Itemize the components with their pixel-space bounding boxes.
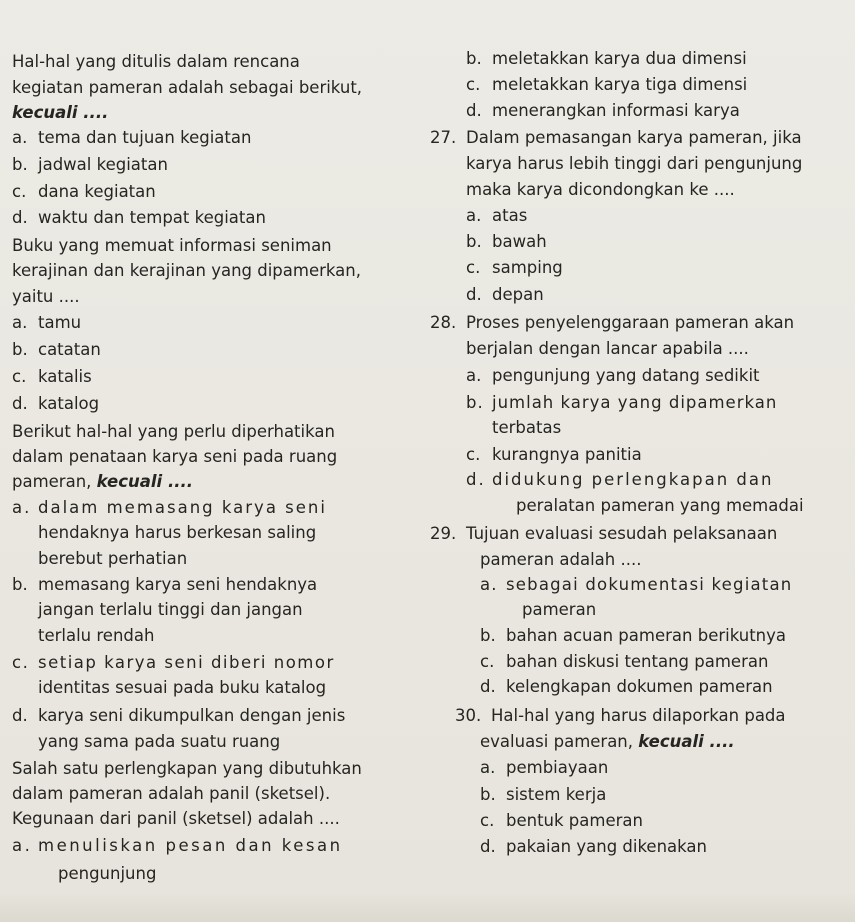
stem-line: Buku yang memuat informasi seniman [12,236,332,255]
stem-line: yaitu .... [12,287,80,306]
stem-text: Proses penyelenggaraan pameran akan [466,313,795,332]
option-letter: c. [12,367,27,386]
option-text: bawah [492,232,547,251]
kecuali-label: kecuali .... [638,732,735,751]
option-letter: b. [466,232,482,251]
option-text: depan [492,285,544,304]
option-letter: d. [12,706,28,725]
stem-line-with-kecuali [480,732,735,752]
option-letter: a. [466,366,482,385]
option-letter: b. [12,340,28,359]
option-text: bentuk pameran [506,811,643,830]
option-text: jumlah karya yang dipamerkan [492,393,778,412]
option-a[interactable] [466,206,527,226]
option-text: kurangnya panitia [492,445,642,464]
option-text: katalis [38,367,92,386]
stem-line: berjalan dengan lancar apabila .... [466,339,749,358]
stem-text: pameran, [12,472,92,491]
option-text-cont: terbatas [492,418,562,437]
option-text: meletakkan karya tiga dimensi [492,75,748,94]
option-letter: c. [12,653,30,672]
stem-line: maka karya dicondongkan ke .... [466,180,735,199]
option-b[interactable] [466,232,547,252]
option-c[interactable] [466,75,747,95]
option-text-cont: hendaknya harus berkesan saling [38,523,317,542]
option-text: menerangkan informasi karya [492,101,740,120]
option-b[interactable] [480,626,786,646]
option-text-cont: yang sama pada suatu ruang [38,732,281,751]
option-b[interactable] [12,340,101,360]
option-text: sistem kerja [506,785,607,804]
option-text: bahan diskusi tentang pameran [506,652,769,671]
option-c[interactable] [480,652,768,672]
option-a[interactable] [466,366,760,386]
option-text: dalam memasang karya seni [38,498,327,517]
option-letter: d. [12,208,28,227]
option-d[interactable] [480,677,773,697]
stem-line: Salah satu perlengkapan yang dibutuhkan [12,759,362,778]
question-28 [430,313,794,333]
option-text: atas [492,206,528,225]
option-d[interactable] [466,285,544,305]
option-letter: d. [466,470,486,489]
option-letter: a. [480,758,496,777]
option-text: tamu [38,313,82,332]
option-text: setiap karya seni diberi nomor [38,653,335,672]
option-text: meletakkan karya dua dimensi [492,49,747,68]
option-text-cont: pengunjung [58,864,157,883]
option-c[interactable] [466,258,563,278]
option-text: catatan [38,340,101,359]
question-number: 28. [430,313,457,332]
option-letter: a. [12,128,28,147]
option-text: bahan acuan pameran berikutnya [506,626,787,645]
option-letter: a. [12,313,28,332]
option-letter: b. [12,155,28,174]
option-text: waktu dan tempat kegiatan [38,208,266,227]
question-number: 30. [455,706,482,725]
option-a[interactable] [480,575,792,595]
stem-line: dalam penataan karya seni pada ruang [12,447,338,466]
option-letter: a. [466,206,482,225]
option-text-cont: identitas sesuai pada buku katalog [38,678,327,697]
option-text-cont: terlalu rendah [38,626,155,645]
option-letter: a. [12,498,32,517]
option-letter: b. [12,575,28,594]
option-d[interactable] [12,208,266,228]
option-text: kelengkapan dokumen pameran [506,677,773,696]
option-text-cont: pameran [522,600,597,619]
question-30 [455,706,786,726]
option-letter: c. [12,182,27,201]
option-text: sebagai dokumentasi kegiatan [506,575,793,594]
option-d[interactable] [466,470,773,490]
stem-line-with-kecuali [12,472,193,492]
stem-line: Kegunaan dari panil (sketsel) adalah .... [12,809,340,828]
question-number: 27. [430,128,457,147]
option-letter: c. [480,811,495,830]
option-text: karya seni dikumpulkan dengan jenis [38,706,346,725]
stem-line: karya harus lebih tinggi dari pengunjung [466,154,803,173]
question-27 [430,128,802,148]
option-text: samping [492,258,563,277]
option-b[interactable] [466,49,747,69]
option-letter: c. [466,445,481,464]
option-letter: d. [480,677,496,696]
option-a[interactable] [12,128,251,148]
question-number: 29. [430,524,457,543]
option-b[interactable] [466,393,777,413]
option-letter: d. [12,394,28,413]
option-letter: b. [480,626,496,645]
option-text-cont: jangan terlalu tinggi dan jangan [38,600,303,619]
option-a[interactable] [480,758,608,778]
option-letter: a. [12,836,33,855]
option-text-cont: peralatan pameran yang memadai [516,496,804,515]
stem-line: kegiatan pameran adalah sebagai berikut, [12,78,363,97]
stem-text: Dalam pemasangan karya pameran, jika [466,128,802,147]
option-text: pembiayaan [506,758,609,777]
option-text: jadwal kegiatan [38,155,168,174]
page-bottom-edge [0,892,855,922]
kecuali-label: kecuali .... [96,472,194,491]
option-c[interactable] [480,811,643,831]
option-text: menuliskan pesan dan kesan [38,836,343,855]
kecuali-label: kecuali .... [12,103,109,122]
option-letter: b. [480,785,496,804]
option-c[interactable] [12,182,156,202]
option-letter: c. [480,652,495,671]
option-text: katalog [38,394,100,413]
stem-line: kerajinan dan kerajinan yang dipamerkan, [12,261,361,280]
option-d[interactable] [12,706,345,726]
option-c[interactable] [12,367,92,387]
option-text-cont: berebut perhatian [38,549,188,568]
option-letter: b. [466,393,484,412]
stem-line: Berikut hal-hal yang perlu diperhatikan [12,422,335,441]
option-letter: c. [466,258,481,277]
option-d[interactable] [466,101,740,121]
option-text: memasang karya seni hendaknya [38,575,318,594]
option-a[interactable] [12,836,343,856]
stem-line: pameran adalah .... [480,550,642,569]
stem-text: evaluasi pameran, [480,732,634,751]
option-b[interactable] [12,155,168,175]
stem-text: Hal-hal yang harus dilaporkan pada [491,706,786,725]
option-d[interactable] [12,394,99,414]
stem-line: Hal-hal yang ditulis dalam rencana [12,52,300,71]
option-c[interactable] [466,445,642,465]
option-letter: d. [466,285,482,304]
option-d[interactable] [480,837,707,857]
option-c[interactable] [12,653,335,673]
option-text: dana kegiatan [38,182,156,201]
stem-line: dalam pameran adalah panil (sketsel). [12,784,331,803]
option-letter: b. [466,49,482,68]
stem-text: Tujuan evaluasi sesudah pelaksanaan [466,524,778,543]
option-text: didukung perlengkapan dan [492,470,774,489]
option-letter: d. [466,101,482,120]
option-text: tema dan tujuan kegiatan [38,128,252,147]
option-a[interactable] [12,498,327,518]
option-b[interactable] [12,575,317,595]
option-letter: d. [480,837,496,856]
option-b[interactable] [480,785,606,805]
option-a[interactable] [12,313,81,333]
option-letter: c. [466,75,481,94]
question-29 [430,524,777,544]
option-letter: a. [480,575,498,594]
option-text: pakaian yang dikenakan [506,837,707,856]
option-text: pengunjung yang datang sedikit [492,366,760,385]
